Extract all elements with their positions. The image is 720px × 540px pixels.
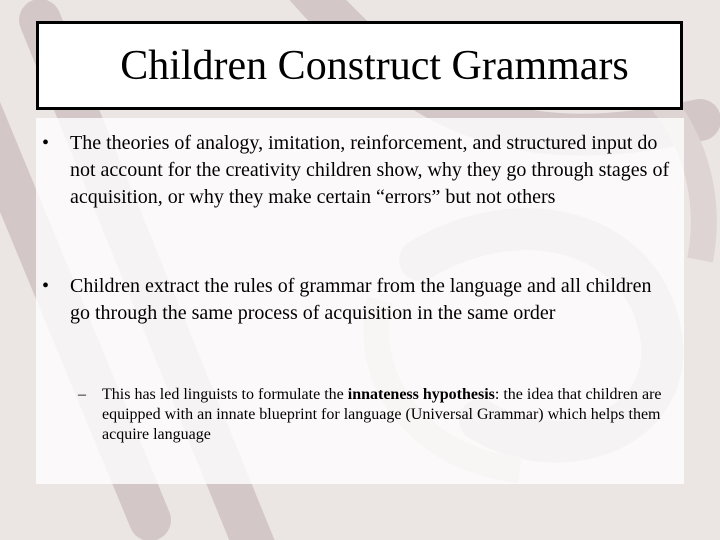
sub-bullet-text-before: This has led linguists to formulate the bbox=[102, 386, 348, 403]
bullet-item bbox=[42, 273, 672, 327]
bullet-marker: • bbox=[42, 132, 50, 154]
bullet-text: Children extract the rules of grammar from the language and all children go through the same process of acquisition in the same order bbox=[70, 275, 652, 324]
sub-bullet-marker: – bbox=[78, 386, 86, 403]
slide-title: Children Construct Grammars bbox=[120, 42, 629, 89]
bold-term: innateness hypothesis bbox=[347, 386, 495, 403]
bullet-marker: • bbox=[42, 275, 50, 297]
sub-bullet-text-after: : the idea that children are equipped with an innate blueprint for language (Universal Grammar) which helps them acquire language bbox=[102, 386, 662, 443]
title-box bbox=[36, 21, 683, 110]
sub-bullet-text bbox=[102, 385, 678, 445]
bullet-text: The theories of analogy, imitation, reinforcement, and structured input do not account for the creativity children show, why they go through stages of acquisition, or why they make certain “errors” but not others bbox=[70, 132, 670, 208]
sub-bullet-item bbox=[78, 385, 678, 445]
bullet-item bbox=[42, 130, 672, 211]
